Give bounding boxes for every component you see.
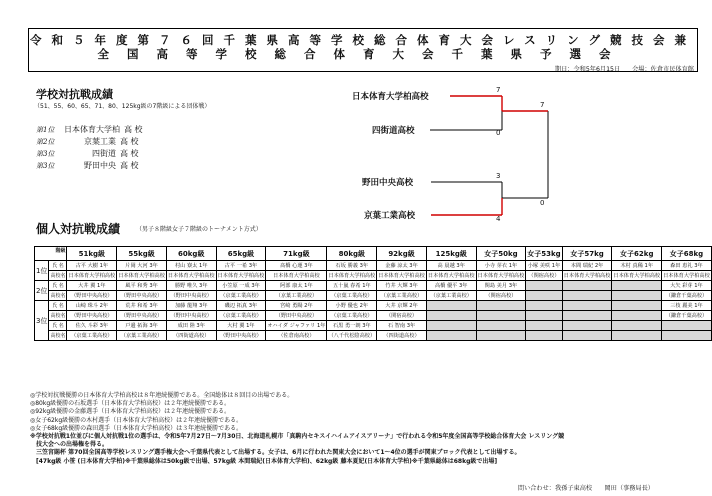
footnotes <box>30 392 564 466</box>
athlete-name-cell <box>476 301 526 311</box>
class-header: 女子68kg <box>662 247 712 261</box>
title-line-1: 令和５年度第７６回千葉県高等学校総合体育大会レスリング競技会兼 <box>30 33 696 47</box>
ranking-place: 第2位 <box>36 138 55 146</box>
ranking-suffix: 高 校 <box>120 161 139 170</box>
class-header: 女子50kg <box>476 247 526 261</box>
athlete-school-cell: （野田中央高校） <box>216 331 266 341</box>
athlete-school-cell: 日本体育大学柏高校 <box>476 271 526 281</box>
athlete-school-cell <box>612 331 662 341</box>
athlete-school-cell: 日本体育大学柏高校 <box>117 271 167 281</box>
class-header: 51kg級 <box>67 247 117 261</box>
athlete-name-cell: 金藤 涼太 3年 <box>377 261 427 271</box>
athlete-school-cell: 日本体育大学柏高校 <box>426 271 476 281</box>
athlete-school-cell <box>426 331 476 341</box>
bracket-score: 0 <box>496 129 501 137</box>
bracket-team-1: 日本体育大学柏高校 <box>352 92 429 102</box>
footnote-line: ◎92kg級優勝の金藤選手（日本体育大学柏高校）は２年連続優勝である。 <box>30 408 231 416</box>
athlete-school-cell: （野田中央高校） <box>266 311 327 321</box>
athlete-name-cell: 石 智南 3年 <box>377 321 427 331</box>
athlete-school-cell: （京葉工業高校） <box>426 291 476 301</box>
ranking-school: 四街道 <box>92 149 116 158</box>
individual-results-table <box>34 246 712 341</box>
athlete-name-cell: 村山 寮太 1年 <box>166 261 216 271</box>
table-row <box>35 271 712 281</box>
ranking-suffix: 高 校 <box>120 137 139 146</box>
athlete-school-cell: （京葉工業高校） <box>216 291 266 301</box>
athlete-school-cell <box>612 291 662 301</box>
footnote-line: ◎女子62kg級優勝の木村選手（日本体育大学柏高校）は２年連続優勝である。 <box>30 416 243 424</box>
athlete-name-cell <box>562 281 612 291</box>
athlete-school-cell: 日本体育大学柏高校 <box>662 271 712 281</box>
title-line-2: 全国高等学校総合体育大会千葉県予選会 <box>97 47 629 61</box>
footnote-line: ◎女子68kg級優勝の森田選手（日本体育大学柏高校）は３年連続優勝である。 <box>30 424 243 432</box>
table-row <box>35 311 712 321</box>
place-cell: 2位 <box>35 281 49 301</box>
footnote-line: ◎学校対抗戦優勝の日本体育大学柏高校は８年連続優勝である。全国総体は８回目の出場である。 <box>30 392 294 399</box>
athlete-school-cell: 日本体育大学柏高校 <box>612 271 662 281</box>
ranking-school: 京葉工業 <box>84 137 116 146</box>
athlete-name-cell: 本間 瑞紀 2年 <box>562 261 612 271</box>
athlete-name-cell: 三枝 麗美 1年 <box>662 301 712 311</box>
athlete-school-cell: 日本体育大学柏高校 <box>377 271 427 281</box>
athlete-school-cell: （四街道高校） <box>166 331 216 341</box>
athlete-school-cell: （関宿高校） <box>377 311 427 321</box>
athlete-school-cell: 日本体育大学柏高校 <box>562 271 612 281</box>
table-row <box>35 321 712 331</box>
place-cell: 3位 <box>35 301 49 341</box>
footnote-line: 技大会への出場権を得る。 <box>30 441 109 449</box>
athlete-name-cell: 風平 和秀 3年 <box>117 281 167 291</box>
athlete-name-cell: 石黒 勇一朗 3年 <box>327 321 377 331</box>
ranking-suffix: 高 校 <box>124 125 143 134</box>
athlete-school-cell: （京葉工業高校） <box>216 311 266 321</box>
athlete-school-cell: （京葉工業高校） <box>67 331 117 341</box>
place-cell: 1位 <box>35 261 49 281</box>
athlete-name-cell: 古平 大樹 1年 <box>67 261 117 271</box>
athlete-school-cell: （野田中央高校） <box>117 291 167 301</box>
athlete-name-cell: 小塚 美咲 1年 <box>526 261 562 271</box>
athlete-school-cell: （京葉工業高校） <box>327 311 377 321</box>
class-header: 92kg級 <box>377 247 427 261</box>
name-label: 氏 名 <box>49 281 67 291</box>
team-section-title: 学校対抗戦成績 <box>36 88 113 101</box>
athlete-name-cell: 森田 恵礼 3年 <box>662 261 712 271</box>
athlete-name-cell <box>526 321 562 331</box>
athlete-school-cell: （関宿高校） <box>526 271 562 281</box>
athlete-name-cell <box>612 321 662 331</box>
athlete-school-cell <box>562 291 612 301</box>
athlete-name-cell <box>562 301 612 311</box>
athlete-school-cell <box>526 291 562 301</box>
athlete-name-cell: 成田 陸 3年 <box>166 321 216 331</box>
ranking-school: 野田中央 <box>84 161 116 170</box>
athlete-name-cell: 荒井 和希 3年 <box>117 301 167 311</box>
ranking-place: 第3位 <box>36 150 55 158</box>
footnote-line: [47kg級 小笹 (日本体育大学柏)※千葉県総体は50kg級で出場、57kg級 本間瑞紀(日本体育大学柏)、62kg級 藤本夏妃(日本体育大学柏)※千葉県総体は68kg級で出場] <box>30 457 498 465</box>
class-header: 55kg級 <box>117 247 167 261</box>
table-header-row <box>35 247 712 261</box>
name-label: 氏 名 <box>49 261 67 271</box>
class-header: 80kg級 <box>327 247 377 261</box>
table-row <box>35 261 712 271</box>
class-header: 71kg級 <box>266 247 327 261</box>
athlete-name-cell: 五十嵐 春希 1年 <box>327 281 377 291</box>
name-label: 氏 名 <box>49 321 67 331</box>
athlete-school-cell: （京葉工業高校） <box>266 291 327 301</box>
athlete-school-cell: 日本体育大学柏高校 <box>327 271 377 281</box>
athlete-name-cell <box>426 301 476 311</box>
bracket-score: 4 <box>496 215 501 223</box>
athlete-school-cell: （鎌倉千葉高校） <box>662 311 712 321</box>
ranking-place: 第1位 <box>36 126 55 134</box>
bracket-team-4: 京葉工業高校 <box>364 211 416 221</box>
athlete-school-cell: 日本体育大学柏高校 <box>216 271 266 281</box>
bracket-team-3: 野田中央高校 <box>362 178 414 188</box>
athlete-name-cell <box>562 321 612 331</box>
athlete-school-cell: 日本体育大学柏高校 <box>166 271 216 281</box>
athlete-name-cell <box>476 321 526 331</box>
athlete-name-cell <box>526 301 562 311</box>
athlete-school-cell: （野田中央高校） <box>166 311 216 321</box>
table-row <box>35 301 712 311</box>
athlete-school-cell: （四街道高校） <box>377 331 427 341</box>
ranking-suffix: 高 校 <box>120 149 139 158</box>
table-row <box>35 331 712 341</box>
athlete-name-cell: 髙橋 心運 3年 <box>266 261 327 271</box>
bracket-score: 7 <box>496 86 501 94</box>
athlete-school-cell: （京葉工業高校） <box>327 291 377 301</box>
class-header: 60kg級 <box>166 247 216 261</box>
athlete-name-cell: 片岡 大河 3年 <box>117 261 167 271</box>
individual-section-note: （男子８階級女子７階級のトーナメント方式） <box>136 226 262 233</box>
athlete-name-cell: 竹井 大輝 3年 <box>377 281 427 291</box>
athlete-school-cell: 日本体育大学柏高校 <box>67 271 117 281</box>
athlete-school-cell <box>476 331 526 341</box>
athlete-name-cell: 高橋 優平 3年 <box>426 281 476 291</box>
athlete-school-cell: （野田中央高校） <box>67 311 117 321</box>
athlete-name-cell: 大矢 彩芽 1年 <box>662 281 712 291</box>
athlete-school-cell <box>476 311 526 321</box>
athlete-school-cell: （野田中央高校） <box>67 291 117 301</box>
athlete-name-cell: 大井 翼 1年 <box>67 281 117 291</box>
athlete-name-cell: 小野 優也 2年 <box>327 301 377 311</box>
class-header: 女子57kg <box>562 247 612 261</box>
individual-section-title: 個人対抗戦成績 <box>36 222 121 236</box>
athlete-name-cell <box>612 301 662 311</box>
athlete-school-cell: （関宿高校） <box>476 291 526 301</box>
athlete-school-cell: （野田中央高校） <box>117 311 167 321</box>
bracket-team-2: 四街道高校 <box>372 126 415 136</box>
athlete-name-cell: 石坂 勝義 3年 <box>327 261 377 271</box>
athlete-school-cell: （佐倉南高校） <box>266 331 327 341</box>
corner-cell: 階級 <box>35 247 67 261</box>
athlete-name-cell: 山崎 珠斗 2年 <box>67 301 117 311</box>
athlete-name-cell: 勝野 唯久 3年 <box>166 281 216 291</box>
table-row <box>35 291 712 301</box>
name-label: 氏 名 <box>49 301 67 311</box>
ranking-place: 第3位 <box>36 162 55 170</box>
contact-line: 問い合わせ：我孫子東高校 岡田（事務局長） <box>517 485 654 492</box>
athlete-school-cell <box>612 311 662 321</box>
athlete-name-cell: 大井 京輝 2年 <box>377 301 427 311</box>
school-label: 高校名 <box>49 271 67 281</box>
athlete-school-cell <box>662 331 712 341</box>
athlete-name-cell <box>612 281 662 291</box>
athlete-name-cell: 関島 美月 3年 <box>476 281 526 291</box>
athlete-name-cell: 小笠原 一成 3年 <box>216 281 266 291</box>
athlete-name-cell: 大村 翼 1年 <box>216 321 266 331</box>
athlete-name-cell: 佐久 斗彩 3年 <box>67 321 117 331</box>
class-header: 女子53kg <box>526 247 562 261</box>
ranking-school: 日本体育大学柏 <box>64 125 120 134</box>
athlete-name-cell: 宮崎 勇陽 2年 <box>266 301 327 311</box>
athlete-school-cell <box>562 311 612 321</box>
athlete-name-cell <box>426 321 476 331</box>
class-header: 125kg級 <box>426 247 476 261</box>
athlete-name-cell: 高 晨越 3年 <box>426 261 476 271</box>
athlete-school-cell <box>426 311 476 321</box>
athlete-school-cell <box>562 331 612 341</box>
athlete-name-cell: 戸邊 拓海 3年 <box>117 321 167 331</box>
bracket-score: 7 <box>540 101 545 109</box>
footnote-line: ◎80kg級優勝の石坂選手（日本体育大学柏高校）は２年連続優勝である。 <box>30 400 231 408</box>
school-label: 高校名 <box>49 311 67 321</box>
athlete-school-cell <box>526 331 562 341</box>
athlete-name-cell: 古平 一希 3年 <box>216 261 266 271</box>
athlete-name-cell <box>526 281 562 291</box>
athlete-school-cell: （鎌倉千葉高校） <box>662 291 712 301</box>
school-label: 高校名 <box>49 331 67 341</box>
school-label: 高校名 <box>49 291 67 301</box>
athlete-school-cell: 日本体育大学柏高校 <box>266 271 327 281</box>
athlete-name-cell <box>662 321 712 331</box>
athlete-name-cell: 阿部 康太 1年 <box>266 281 327 291</box>
athlete-name-cell: 磯辺 拓真 3年 <box>216 301 266 311</box>
athlete-name-cell: 小寺 芽衣 1年 <box>476 261 526 271</box>
athlete-name-cell: 木村 真稀 1年 <box>612 261 662 271</box>
date-text: 期日：令和5年6月15日 <box>554 66 621 73</box>
team-section-note: （51、55、60、65、71、80、125kg級の7階級による団体戦） <box>34 103 211 110</box>
athlete-school-cell: （野田中央高校） <box>166 291 216 301</box>
athlete-school-cell: （京葉工業高校） <box>377 291 427 301</box>
athlete-school-cell <box>526 311 562 321</box>
table-row <box>35 281 712 291</box>
athlete-school-cell: （京葉工業高校） <box>117 331 167 341</box>
bracket-score: 0 <box>540 199 545 207</box>
athlete-school-cell: （八千代松陰高校） <box>327 331 377 341</box>
footnote-line: 三笠宮賜杯 第70回全国高等学校レスリング選手権大会へ千葉県代表として出場する。女子は、6月に行われた関東大会において1～4位の選手が関東ブロック代表として出場する。 <box>30 449 521 457</box>
athlete-name-cell: オハイダ ジャファリ 1年 <box>266 321 327 331</box>
athlete-name-cell: 加藤 龍翔 3年 <box>166 301 216 311</box>
venue-text: 会場：佐倉市民体育館 <box>632 66 694 73</box>
class-header: 65kg級 <box>216 247 266 261</box>
class-header: 女子62kg <box>612 247 662 261</box>
bracket-score: 3 <box>496 172 501 180</box>
footnote-line: ※学校対抗戦1位並びに個人対抗戦1位の選手は、令和5年7月27日～7月30日、北海道札幌市「真駒内セキスイハイムアイスアリーナ」で行われる令和5年度全国高等学校総合体育大会 レスリング競 <box>30 433 565 441</box>
